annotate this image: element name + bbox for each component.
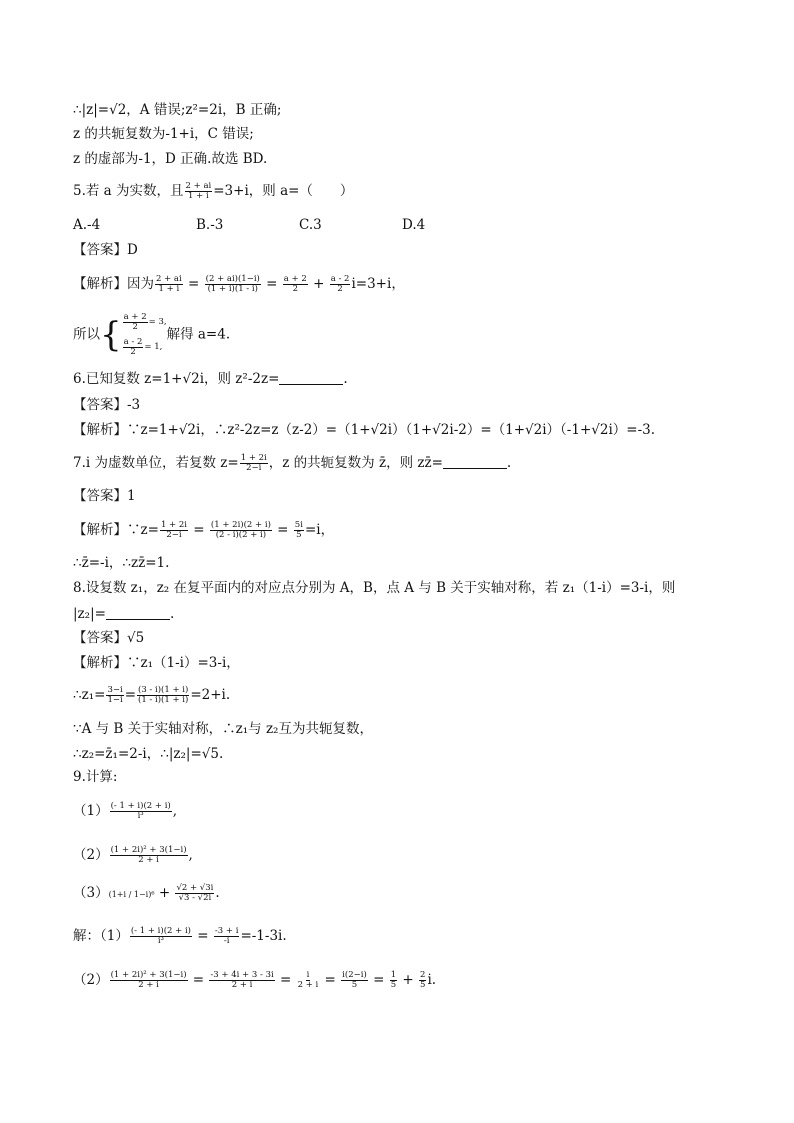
line-8c: ∵A 与 B 关于实轴对称，∴z₁与 z₂互为共轭复数， (73, 721, 373, 737)
fraction: $\frac{2 + ai}{1 + i}$ (185, 181, 212, 201)
option-d: D.4 (402, 217, 426, 233)
question-9: 9.计算: (73, 769, 118, 785)
line-8d: ∴z₂=z̄₁=2-i，∴|z₂|=√5. (73, 746, 224, 762)
question-8: 8.设复数 z₁，z₂ 在复平面内的对应点分别为 A，B，点 A 与 B 关于实轴对称，若 z₁（1-i）=3-i，则 (73, 580, 676, 596)
analysis-8: 【解析】∵z₁（1-i）=3-i， (73, 655, 240, 671)
calc-2: （2） $\frac{\text{(1 + 2i)² + 3(1−i)}}{2 + i}$ , (73, 845, 193, 865)
answer-blank (443, 456, 507, 469)
line-imag-part: z 的虚部为-1，D 正确.故选 BD. (73, 151, 268, 167)
question-5: 5.若 a 为实数，且 $\frac{2 + ai}{1 + i}$ =3+i，则 a=（ ） (73, 181, 354, 201)
question-6: 6.已知复数 z=1+√2i，则 z²-2z= . (73, 371, 348, 387)
question-8-cont: |z₂|= . (73, 606, 175, 622)
answer-6: 【答案】-3 (73, 397, 141, 413)
analysis-7: 【解析】∵z= $\frac{1 + 2i}{2-i}$ = $\frac{(1 + 2i)(2 + i)}{(2 - i)(2 + i)}$ = $\frac{5i}{5}$ =i， (73, 520, 335, 540)
answer-5: 【答案】D (73, 242, 138, 258)
answer-7: 【答案】1 (73, 488, 136, 504)
analysis-5: 【解析】因为 $\frac{2 + ai}{1 + i}$ = $\frac{(2 + ai)(1-i)}{(1 + i)(1 - i)}$ = $\frac{a + 2}{2}$ + $\frac{a - 2}{2}$ i=3+i， (73, 274, 405, 294)
system-of-equations: 所以{ $\frac{a + 2}{2}$ = 3, $\frac{a - 2}{2}$ = 1, 解得 a=4. (73, 312, 231, 357)
calc-1: （1） $\frac{(- 1 + i)(2 + i)}{\text{i³}}$ , (73, 801, 178, 821)
question-7: 7.i 为虚数单位，若复数 z= $\frac{1 + 2i}{2-i}$ ，z 的共轭复数为 z̄，则 zz̄= . (73, 453, 512, 473)
option-b: B.-3 (196, 217, 224, 233)
line-8b: ∴z₁= $\frac{3-i}{1-i}$ = $\frac{(3 - i)(1 + i)}{(1 - i)(1 + i)}$ =2+i. (73, 685, 231, 705)
option-a: A.-4 (73, 217, 101, 233)
line-conjugate: z 的共轭复数为-1+i，C 错误; (73, 126, 254, 142)
answer-8: 【答案】√5 (73, 630, 145, 646)
solution-1: 解：（1） $\frac{(- 1 + i)(2 + i)}{\text{i³}}$ = $\frac{-3 + i}{-i}$ =-1-3i. (73, 926, 287, 946)
calc-3: （3）(1+i / 1−i)⁶ + $\frac{√2 + √3i}{√3 - √2i}$ . (73, 883, 220, 903)
line-7b: ∴z̄=-i，∴zz̄=1. (73, 555, 170, 571)
solution-2: （2） $\frac{\text{(1 + 2i)² + 3(1−i)}}{2 + i}$ = $\frac{-3 + 4i + 3 - 3i}{2 + i}$ = $\frac{i}{2 + i}$ = $\frac{i(2-i)}{5}$ = $\frac{1}{5}$ + $\frac{2}{5}$ i. (73, 970, 437, 990)
option-c: C.3 (299, 217, 322, 233)
answer-blank (279, 372, 343, 385)
answer-blank (106, 607, 170, 620)
line-modulus: ∴|z|=√2，A 错误;z²=2i，B 正确; (73, 102, 282, 118)
analysis-6: 【解析】∵z=1+√2i，∴z²-2z=z（z-2）=（1+√2i）（1+√2i-2）=（1+√2i）（-1+√2i）=-3. (73, 422, 656, 438)
